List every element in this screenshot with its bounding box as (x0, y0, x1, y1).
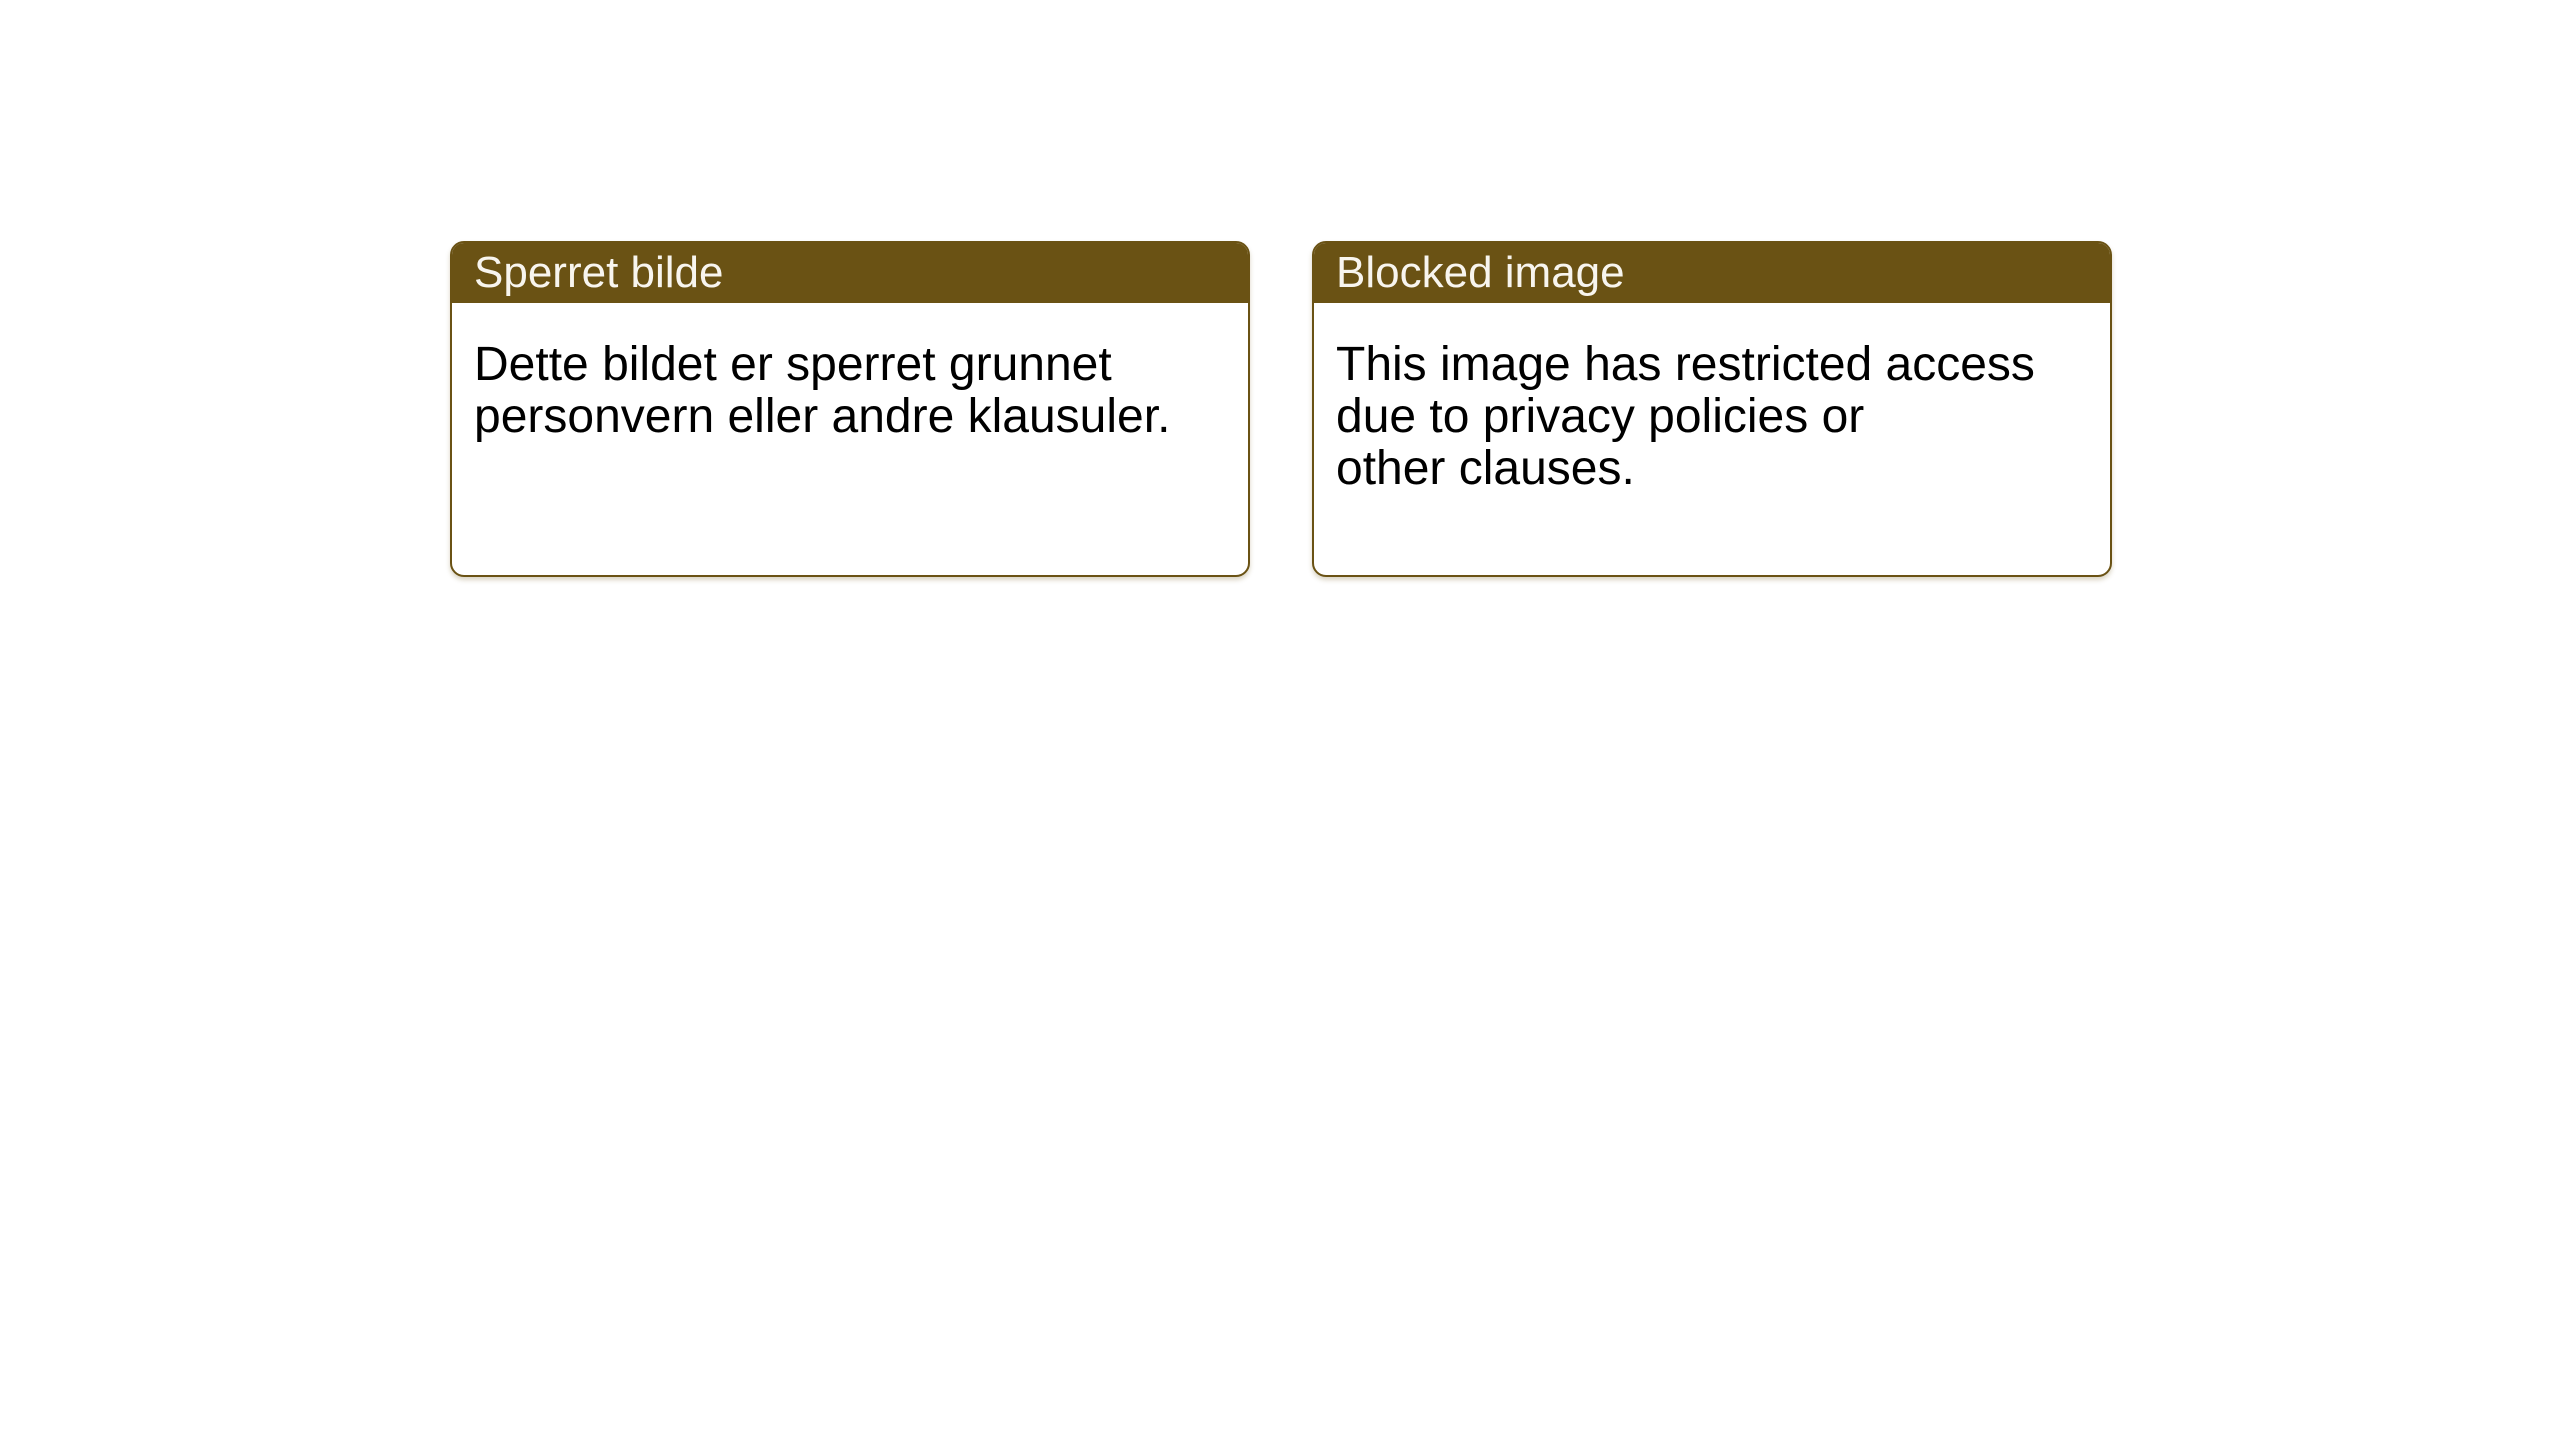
blocked-image-card-norwegian (450, 241, 1250, 577)
body-line: other clauses. (1336, 442, 1635, 495)
card-header (1314, 243, 2110, 303)
body-line: This image has restricted access (1336, 338, 2035, 391)
body-line: Dette bildet er sperret grunnet (474, 338, 1112, 391)
card-body (1314, 303, 2110, 495)
body-line: due to privacy policies or (1336, 390, 1865, 443)
card-header (452, 243, 1248, 303)
card-title: Sperret bilde (474, 248, 724, 297)
card-body (452, 303, 1248, 443)
card-title: Blocked image (1336, 248, 1625, 297)
blocked-image-card-english (1312, 241, 2112, 577)
body-line: personvern eller andre klausuler. (474, 390, 1171, 443)
